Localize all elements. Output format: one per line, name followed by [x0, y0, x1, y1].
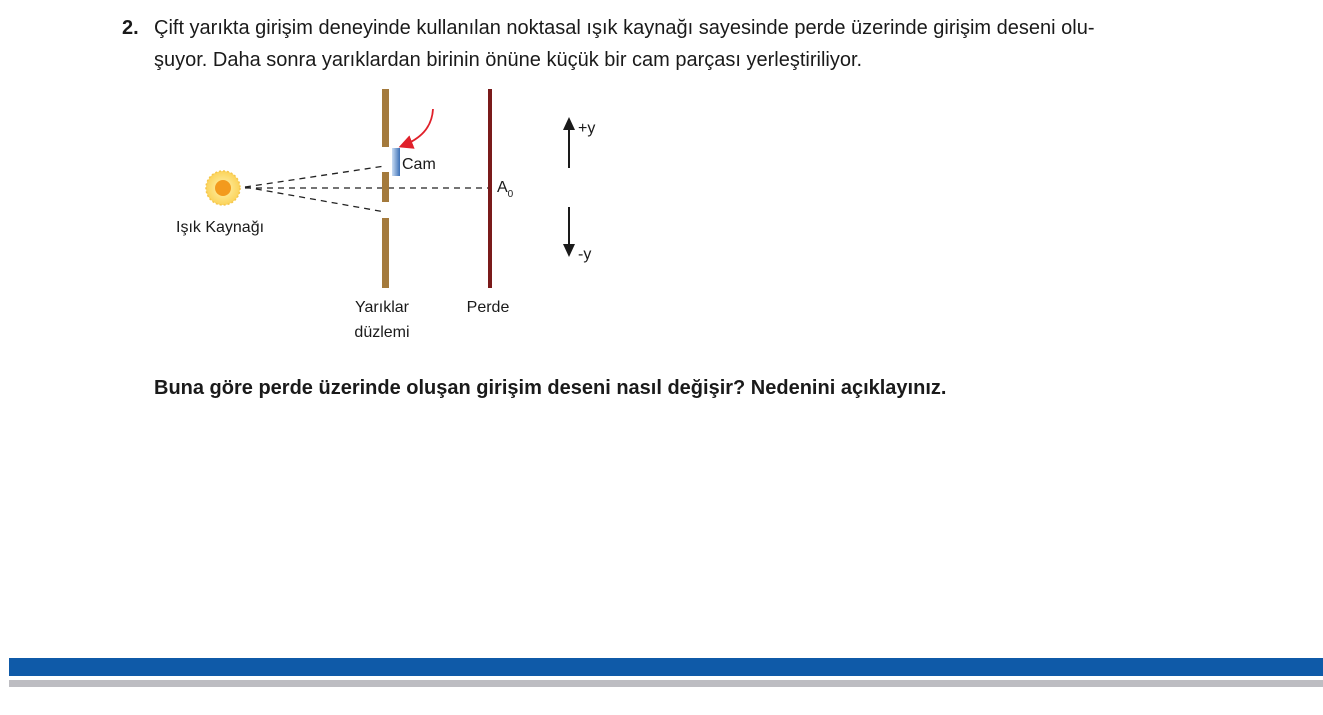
- slit-plane: [382, 89, 389, 288]
- plus-y-label: +y: [578, 120, 596, 137]
- question-text-line-1: Çift yarıkta girişim deneyinde kullanılan noktasal ışık kaynağı sayesinde perde üzerinde girişim deseni olu-: [154, 17, 1095, 39]
- curved-arrow-icon: [402, 109, 433, 146]
- light-rays: [245, 166, 488, 212]
- slit-plane-label-line-2: düzlemi: [354, 324, 410, 341]
- glass-piece: [392, 148, 400, 176]
- question-number: 2.: [122, 17, 139, 39]
- minus-y-arrow-icon: [563, 207, 575, 257]
- minus-y-label: -y: [578, 246, 592, 263]
- question-prompt: Buna göre perde üzerinde oluşan girişim deseni nasıl değişir? Nedenini açıklayınız.: [154, 377, 947, 399]
- light-source-icon: [206, 171, 240, 205]
- point-a0-label: $A_0$: [497, 179, 514, 200]
- footer-blue-bar: [9, 658, 1323, 676]
- plus-y-arrow-icon: [563, 117, 575, 168]
- footer-gray-bar: [9, 680, 1323, 687]
- screen-label: Perde: [466, 299, 510, 316]
- question-text-line-2: şuyor. Daha sonra yarıklardan birinin önüne küçük bir cam parçası yerleştiriliyor.: [154, 49, 863, 71]
- slit-plane-label-line-1: Yarıklar: [355, 299, 409, 316]
- light-source-label: Işık Kaynağı: [176, 219, 265, 236]
- screen-line: [488, 89, 492, 288]
- glass-label: Cam: [402, 156, 436, 173]
